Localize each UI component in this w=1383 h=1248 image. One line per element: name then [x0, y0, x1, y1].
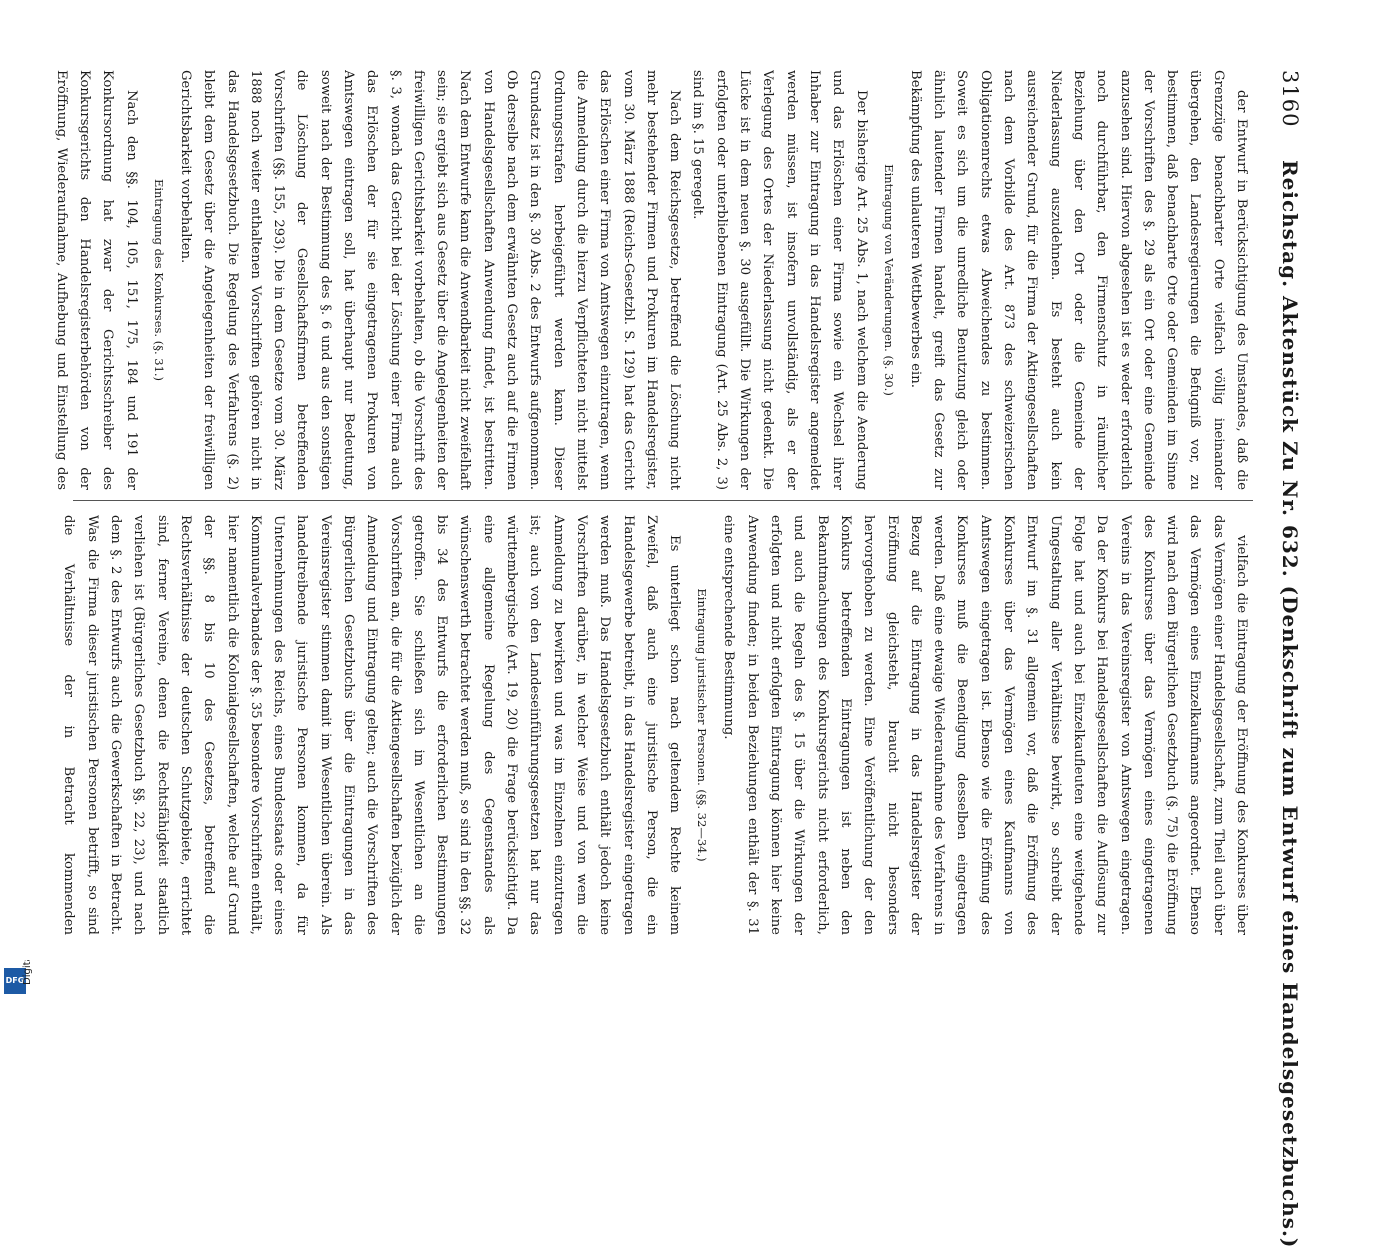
section-heading: Eintragung von Veränderungen. (§. 30.)	[881, 164, 896, 396]
paragraph: der Entwurf in Berücksichtigung des Umstandes, daß die Grenzzüge benachbarter Orte vielfach völlig ineinander übergehen, den Landesregierungen die Befugniß vor, zu bestimmen, daß benachbarte Orte oder Gemeinden im Sinne der Vorschriften des §. 29 als ein Ort oder eine Gemeinde anzusehen sind. Hiervon abgesehen ist es weder erforderlich noch durchführbar, den Firmenschutz in räumlicher Beziehung über den Ort oder die Gemeinde der Niederlassung auszudehnen. Es besteht auch kein ausreichender Grund, für die Firma der Aktiengesellschaften nach dem Vorbilde des Art. 873 des schweizerischen Obligationenrechts etwas Abweichendes zu bestimmen. Soweit es sich um die unredliche Benutzung gleich oder ähnlich lautender Firmen handelt, greift das Gesetz zur Bekämpfung des unlauteren Wettbewerbes ein.	[907, 70, 1249, 490]
paragraph: Nach dem Reichsgesetze, betreffend die Löschung nicht mehr bestehender Firmen und Prokuren im Handelsregister, vom 30. März 1888 (Reichs-Gesetzbl. S. 129) hat das Gericht das Erlöschen einer Firma von Amtswegen einzutragen, wenn die Anmeldung durch die hierzu Verpflichteten nicht mittelst Ordnungsstrafen herbeigeführt werden kann. Dieser Grundsatz ist in den §. 30 Abs. 2 des Entwurfs aufgenommen. Ob derselbe nach dem erwähnten Gesetz auch auf die Firmen von Handelsgesellschaften Anwendung findet, ist bestritten. Nach dem Entwurfe kann die Anwendbarkeit nicht zweifelhaft sein; sie ergiebt sich aus Gesetz über die Angelegenheiten der freiwilligen Gerichtsbarkeit vorbehalten, ob die Vorschrift des §. 3, wonach das Gericht bei der Löschung einer Firma auch das Erlöschen der für sie eingetragenen Prokuren von Amtswegen eintragen soll, hat überhaupt nur Bedeutung, soweit nach der Bestimmung des §. 6 und aus den sonstigen die Löschung der Gesellschaftsfirmen betreffenden Vorschriften (§§. 155, 293). Die in dem Gesetze vom 30. März 1888 noch weiter enthaltenen Vorschriften gehören nicht in das Handelsgesetzbuch. Die Regelung des Verfahrens (§. 2) bleibt dem Gesetz über die Angelegenheiten der freiwilligen Gerichtsbarkeit vorbehalten.	[177, 70, 683, 490]
dfg-logo: DFG	[4, 968, 26, 994]
paragraph: Nach den §§. 104, 105, 151, 175, 184 und 191 der Konkursordnung hat zwar der Gerichtsschreiber des Konkursgerichts den Handelsregisterbehörden von der Eröffnung, Wiederaufnahme, Aufhebung und Einstellung des	[53, 70, 139, 490]
section-heading: Eintragung juristischer Personen. (§§. 32—34.)	[695, 588, 710, 862]
paragraph: Der bisherige Art. 25 Abs. 1, nach welchem die Aenderung und das Erlöschen einer Firma sowie ein Wechsel ihrer Inhaber zur Eintragung in das Handelsregister angemeldet werden müssen, ist insofern unvollständig, als er der Verlegung des Ortes der Niederlassung nicht gedenkt. Die Lücke ist in dem neuen §. 30 ausgefüllt. Die Wirkungen der erfolgten oder unterbliebenen Eintragung (Art. 25 Abs. 2, 3) sind im §. 15 geregelt.	[690, 70, 869, 490]
left-column	[53, 70, 1253, 490]
paragraph: vielfach die Eintragung der Eröffnung des Konkurses über das Vermögen einer Handelsgesellschaft, zum Theil auch über das Vermögen eines Einzelkaufmanns angeordnet. Ebenso wird nach dem Bürgerlichen Gesetzbuch (§. 75) die Eröffnung des Konkurses über das Vermögen eines eingetragenen Vereins in das Vereinsregister von Amtswegen eingetragen. Da der Konkurs bei Handelsgesellschaften die Auflösung zur Folge hat und auch bei Einzelkaufleuten eine weitgehende Umgestaltung aller Verhältnisse bewirkt, so schreibt der Entwurf im §. 31 allgemein vor, daß die Eröffnung des Konkurses über das Vermögen eines Kaufmanns von Amtswegen eingetragen ist. Ebenso wie die Eröffnung des Konkurses muß die Beendigung desselben eingetragen werden. Daß eine etwaige Wiederaufnahme des Verfahrens in Bezug auf die Eintragung in das Handelsregister der Eröffnung gleichsteht, braucht nicht besonders hervorgehoben zu werden. Eine Veröffentlichung der den Konkurs betreffenden Eintragungen ist neben den Bekanntmachungen des Konkursgerichts nicht erforderlich, und auch die Regeln des §. 15 über die Wirkungen der erfolgten und nicht erfolgten Eintragung können hier keine Anwendung finden; in beiden Beziehungen enthält der §. 31 eine entsprechende Bestimmung.	[721, 515, 1249, 935]
section-heading: Eintragung des Konkurses. (§. 31.)	[151, 178, 166, 382]
right-column	[53, 515, 1253, 935]
page-header	[1266, 70, 1306, 1248]
page-title: Reichstag. Aktenstück Zu Nr. 632. (Denkschrift zum Entwurf eines Handelsgesetzbuchs.)	[1278, 160, 1302, 1248]
document-page	[18, 40, 1318, 1248]
column-divider	[73, 500, 1253, 501]
page-number: 3160	[1278, 70, 1302, 128]
paragraph: Es unterliegt schon nach geltendem Rechte keinem Zweifel, daß auch eine juristische Person, die ein Handelsgewerbe betreibt, in das Handelsregister eingetragen werden muß. Das Handelsgesetzbuch enthält jedoch keine Vorschriften darüber, in welcher Weise und von wem die Anmeldung zu bewirken und was im Einzelnen einzutragen ist; auch von den Landeseinführungsgesetzen hat nur das württembergische (Art. 19, 20) die Frage berücksichtigt. Da eine allgemeine Regelung des Gegenstandes als wünschenswerth betrachtet werden muß, so sind in den §§. 32 bis 34 des Entwurfs die erforderlichen Bestimmungen getroffen. Sie schließen sich im Wesentlichen an die Vorschriften an, die für die Aktiengesellschaften bezüglich der Anmeldung und Eintragung gelten; auch die Vorschriften des Bürgerlichen Gesetzbuchs über die Eintragungen in das Vereinsregister stimmen damit im Wesentlichen überein. Als handeltreibende juristische Personen kommen, da für Unternehmungen des Reichs, eines Bundesstaats oder eines Kommunalverbandes der §. 35 besondere Vorschriften enthält, hier namentlich die Kolonialgesellschaften, welche auf Grund der §§. 8 bis 10 des Gesetzes, betreffend die Rechtsverhältnisse der deutschen Schutzgebiete, errichtet sind, ferner Vereine, denen die Rechtsfähigkeit staatlich verliehen ist (Bürgerliches Gesetzbuch §§. 22, 23), und nach dem §. 2 des Entwurfs auch die Gewerkschaften in Betracht. Was die Firma dieser juristischen Personen betrifft, so sind die Verhältnisse der in Betracht kommenden	[61, 515, 683, 935]
